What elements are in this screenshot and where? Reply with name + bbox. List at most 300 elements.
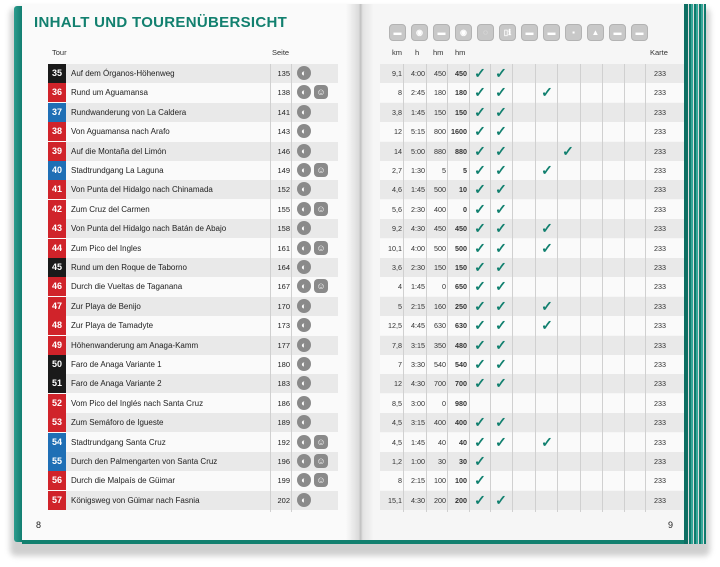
tour-number: 38 <box>48 122 66 141</box>
col-divider <box>645 64 646 512</box>
tour-number: 46 <box>48 277 66 296</box>
table-row <box>0 200 720 219</box>
check-icon: ✓ <box>495 375 507 392</box>
check-icon: ✓ <box>474 123 486 140</box>
tour-descent: 630 <box>455 321 467 331</box>
tour-map: 233 <box>654 340 666 350</box>
tour-descent: 40 <box>459 437 467 447</box>
difficulty-icon: ◐ <box>297 279 311 293</box>
table-row <box>0 180 720 199</box>
tour-km: 12 <box>394 379 402 389</box>
col-divider <box>426 64 427 512</box>
tour-km: 4,5 <box>392 418 402 428</box>
difficulty-icon: ◐ <box>297 493 311 507</box>
tour-page: 170 <box>277 301 290 311</box>
difficulty-icon: ◐ <box>297 338 311 352</box>
tour-km: 5 <box>398 301 402 311</box>
difficulty-icon: ◐ <box>297 376 311 390</box>
check-icon: ✓ <box>495 259 507 275</box>
page-title: INHALT UND TOURENÜBERSICHT <box>34 14 288 31</box>
check-icon: ✓ <box>495 142 507 159</box>
tour-km: 3,8 <box>392 107 402 117</box>
tour-km: 8,5 <box>392 398 402 408</box>
tour-ascent: 5 <box>442 166 446 175</box>
header-hm-down: hm <box>455 48 466 57</box>
header-seite: Seite <box>272 48 290 57</box>
tour-page: 135 <box>277 69 290 78</box>
family-icon: ☺ <box>314 85 328 99</box>
tour-number: 50 <box>48 355 66 374</box>
table-row <box>0 471 720 490</box>
tour-name: Durch den Palmengarten von Santa Cruz <box>71 457 218 466</box>
tour-descent: 180 <box>455 88 467 98</box>
tour-km: 2,7 <box>392 166 402 175</box>
tour-name: Zur Playa de Benijo <box>71 301 141 311</box>
tour-hours: 4:30 <box>411 379 425 389</box>
family-icon: ☺ <box>314 279 328 293</box>
tour-hours: 5:00 <box>411 146 425 156</box>
tour-name: Stadtrundgang Santa Cruz <box>71 437 166 447</box>
table-row <box>0 433 720 452</box>
tour-page: 202 <box>277 495 290 505</box>
tour-ascent: 0 <box>442 282 446 292</box>
table-row <box>0 142 720 161</box>
difficulty-icon: ◐ <box>297 435 311 449</box>
tour-descent: 150 <box>455 263 467 272</box>
tour-hours: 5:15 <box>411 127 425 137</box>
difficulty-icon: ◐ <box>297 182 311 196</box>
tour-name: Von Aguamansa nach Arafo <box>71 127 170 137</box>
tour-map: 233 <box>654 495 666 505</box>
tour-map: 233 <box>654 437 666 447</box>
col-divider <box>403 64 404 512</box>
check-icon: ✓ <box>474 297 486 314</box>
tour-name: Faro de Anaga Variante 2 <box>71 379 162 389</box>
tour-name: Zum Pico del Ingles <box>71 243 142 253</box>
difficulty-icon: ◐ <box>297 144 311 158</box>
tour-number: 56 <box>48 471 66 490</box>
table-row <box>0 219 720 238</box>
tour-hours: 1:45 <box>411 107 425 117</box>
info-icon: ◌ <box>477 24 494 41</box>
difficulty-icon: ◐ <box>297 260 311 274</box>
table-row <box>0 297 720 316</box>
tour-descent: 540 <box>455 360 467 369</box>
tour-descent: 200 <box>455 495 467 505</box>
tour-descent: 450 <box>455 69 467 78</box>
tour-number: 54 <box>48 433 66 452</box>
tour-page: 167 <box>277 282 290 292</box>
tour-number: 55 <box>48 452 66 471</box>
tour-number: 53 <box>48 413 66 432</box>
tour-number: 43 <box>48 219 66 238</box>
tour-ascent: 450 <box>434 69 446 78</box>
check-icon: ✓ <box>474 103 486 120</box>
tour-ascent: 160 <box>434 301 446 311</box>
tour-map: 233 <box>654 263 666 272</box>
tour-hours: 4:45 <box>411 321 425 331</box>
header-karte: Karte <box>650 48 668 57</box>
tour-page: 180 <box>277 360 290 369</box>
parking-icon: ▯ℹ <box>499 24 516 41</box>
tour-name: Zum Semáforo de Igueste <box>71 418 164 428</box>
tour-km: 12 <box>394 127 402 137</box>
tour-map: 233 <box>654 166 666 175</box>
difficulty-icon: ◐ <box>297 202 311 216</box>
tour-map: 233 <box>654 457 666 466</box>
tour-map: 233 <box>654 379 666 389</box>
tour-hours: 4:30 <box>411 495 425 505</box>
tour-number: 35 <box>48 64 66 83</box>
difficulty-icon: ◐ <box>297 396 311 410</box>
tour-km: 9,2 <box>392 224 402 234</box>
tour-map: 233 <box>654 224 666 234</box>
tour-number: 48 <box>48 316 66 335</box>
tour-hours: 4:00 <box>411 69 425 78</box>
tour-map: 233 <box>654 321 666 331</box>
tour-number: 44 <box>48 239 66 258</box>
check-icon: ✓ <box>495 491 507 508</box>
tour-page: 149 <box>277 166 290 175</box>
tour-number: 52 <box>48 394 66 413</box>
tour-name: Von Punta del Hidalgo nach Chinamada <box>71 185 213 195</box>
check-icon: ✓ <box>541 317 553 334</box>
tour-name: Durch die Malpaís de Güimar <box>71 476 176 486</box>
tour-name: Vom Pico del Inglés nach Santa Cruz <box>71 398 204 408</box>
difficulty-icon: ◐ <box>297 241 311 255</box>
tour-ascent: 630 <box>434 321 446 331</box>
table-row <box>0 491 720 510</box>
table-row <box>0 161 720 180</box>
tour-km: 10,1 <box>388 243 402 253</box>
tour-page: 146 <box>277 146 290 156</box>
tour-map: 233 <box>654 146 666 156</box>
sun-icon: ◉ <box>455 24 472 41</box>
check-icon: ✓ <box>474 278 486 295</box>
tour-page: 177 <box>277 340 290 350</box>
tour-hours: 1:30 <box>411 166 425 175</box>
tour-number: 41 <box>48 180 66 199</box>
col-divider <box>535 64 536 512</box>
tour-map: 233 <box>654 360 666 369</box>
tour-descent: 480 <box>455 340 467 350</box>
tour-km: 8 <box>398 476 402 486</box>
header-hm-up: hm <box>433 48 444 57</box>
family-icon: ☺ <box>314 163 328 177</box>
col-divider <box>270 64 271 512</box>
tour-number: 45 <box>48 258 66 277</box>
tour-page: 199 <box>277 476 290 486</box>
tour-map: 233 <box>654 127 666 137</box>
difficulty-icon: ◐ <box>297 124 311 138</box>
check-icon: ✓ <box>474 356 486 372</box>
tour-page: 143 <box>277 127 290 137</box>
check-icon: ✓ <box>541 239 553 256</box>
tour-number: 49 <box>48 336 66 355</box>
tour-name: Zur Playa de Tamadyte <box>71 321 154 331</box>
col-divider <box>624 64 625 512</box>
check-icon: ✓ <box>495 84 507 101</box>
tour-km: 4 <box>398 282 402 292</box>
difficulty-icon: ◐ <box>297 357 311 371</box>
tour-ascent: 800 <box>434 127 446 137</box>
tour-hours: 3:15 <box>411 418 425 428</box>
tour-hours: 3:30 <box>411 360 425 369</box>
family-icon: ☺ <box>314 241 328 255</box>
table-row <box>0 122 720 141</box>
tour-name: Rund um den Roque de Taborno <box>71 263 187 272</box>
check-icon: ✓ <box>495 297 507 314</box>
difficulty-icon: ◐ <box>297 66 311 80</box>
check-icon: ✓ <box>474 336 486 353</box>
page-number-left: 8 <box>36 520 42 530</box>
family-icon: ☺ <box>314 202 328 216</box>
tour-hours: 3:00 <box>411 398 425 408</box>
tour-hours: 2:30 <box>411 204 425 214</box>
check-icon: ✓ <box>495 317 507 334</box>
tour-descent: 450 <box>455 224 467 234</box>
tour-map: 233 <box>654 107 666 117</box>
tour-number: 36 <box>48 83 66 102</box>
check-icon: ✓ <box>474 433 486 450</box>
tour-number: 40 <box>48 161 66 180</box>
header-tour: Tour <box>52 48 67 57</box>
tour-descent: 400 <box>455 418 467 428</box>
tour-km: 4,6 <box>392 185 402 195</box>
tour-map: 233 <box>654 398 666 408</box>
col-divider <box>469 64 470 512</box>
tour-descent: 250 <box>455 301 467 311</box>
bus-icon: ▬ <box>389 24 406 41</box>
tour-hours: 2:15 <box>411 301 425 311</box>
tour-number: 42 <box>48 200 66 219</box>
check-icon: ✓ <box>474 414 486 431</box>
tour-number: 47 <box>48 297 66 316</box>
check-icon: ✓ <box>474 239 486 256</box>
check-icon: ✓ <box>474 181 486 198</box>
tour-name: Rund um Aguamansa <box>71 88 148 98</box>
tour-page: 138 <box>277 88 290 98</box>
tour-ascent: 500 <box>434 243 446 253</box>
tour-map: 233 <box>654 301 666 311</box>
tour-ascent: 350 <box>434 340 446 350</box>
tour-name: Königsweg von Güimar nach Fasnia <box>71 495 200 505</box>
tour-page: 152 <box>277 185 290 195</box>
family-icon: ☺ <box>314 435 328 449</box>
tour-page: 183 <box>277 379 290 389</box>
check-icon: ✓ <box>541 220 553 237</box>
col-divider <box>580 64 581 512</box>
swim-icon: ▬ <box>521 24 538 41</box>
tour-hours: 4:30 <box>411 224 425 234</box>
check-icon: ✓ <box>474 200 486 217</box>
tour-descent: 500 <box>455 243 467 253</box>
tour-descent: 100 <box>455 476 467 486</box>
check-icon: ✓ <box>495 123 507 140</box>
tour-ascent: 540 <box>434 360 446 369</box>
difficulty-icon: ◐ <box>297 105 311 119</box>
table-row <box>0 413 720 432</box>
check-icon: ✓ <box>474 84 486 101</box>
check-icon: ✓ <box>541 433 553 450</box>
tour-map: 233 <box>654 204 666 214</box>
check-icon: ✓ <box>495 162 507 178</box>
tour-km: 3,6 <box>392 263 402 272</box>
tour-ascent: 0 <box>442 398 446 408</box>
table-row <box>0 336 720 355</box>
tour-hours: 3:15 <box>411 340 425 350</box>
tour-km: 7,8 <box>392 340 402 350</box>
peak-icon: ▪ <box>565 24 582 41</box>
table-row <box>0 374 720 393</box>
tour-name: Auf die Montaña del Limón <box>71 146 167 156</box>
check-icon: ✓ <box>495 356 507 372</box>
col-divider <box>557 64 558 512</box>
difficulty-icon: ◐ <box>297 163 311 177</box>
check-icon: ✓ <box>495 336 507 353</box>
tour-descent: 5 <box>463 166 467 175</box>
table-row <box>0 316 720 335</box>
tour-name: Zum Cruz del Carmen <box>71 204 150 214</box>
tour-descent: 30 <box>459 457 467 466</box>
tour-km: 5,6 <box>392 204 402 214</box>
tour-map: 233 <box>654 69 666 78</box>
tour-map: 233 <box>654 88 666 98</box>
col-divider <box>291 64 292 512</box>
tour-ascent: 150 <box>434 107 446 117</box>
table-row <box>0 277 720 296</box>
col-divider <box>447 64 448 512</box>
tour-page: 192 <box>277 437 290 447</box>
check-icon: ✓ <box>474 65 486 81</box>
tour-ascent: 30 <box>438 457 446 466</box>
tour-hours: 2:45 <box>411 88 425 98</box>
tour-number: 37 <box>48 103 66 122</box>
tour-page: 186 <box>277 398 290 408</box>
tour-descent: 650 <box>455 282 467 292</box>
tour-name: Auf dem Órganos-Höhenweg <box>71 69 175 78</box>
tour-name: Faro de Anaga Variante 1 <box>71 360 162 369</box>
check-icon: ✓ <box>474 375 486 392</box>
col-divider <box>512 64 513 512</box>
tour-descent: 880 <box>455 146 467 156</box>
tour-page: 158 <box>277 224 290 234</box>
difficulty-icon: ◐ <box>297 299 311 313</box>
tour-descent: 150 <box>455 107 467 117</box>
tour-map: 233 <box>654 185 666 195</box>
family-icon: ☺ <box>314 454 328 468</box>
check-icon: ✓ <box>541 297 553 314</box>
difficulty-icon: ◐ <box>297 221 311 235</box>
table-row <box>0 83 720 102</box>
tour-page: 141 <box>277 107 290 117</box>
tour-ascent: 450 <box>434 224 446 234</box>
difficulty-icon: ◐ <box>297 85 311 99</box>
tour-hours: 1:45 <box>411 437 425 447</box>
gondola-icon: ▬ <box>609 24 626 41</box>
check-icon: ✓ <box>495 220 507 237</box>
tour-ascent: 880 <box>434 146 446 156</box>
tour-km: 4,5 <box>392 437 402 447</box>
check-icon: ✓ <box>495 278 507 295</box>
tour-number: 57 <box>48 491 66 510</box>
check-icon: ✓ <box>474 220 486 237</box>
bus-stop-icon: ▬ <box>631 24 648 41</box>
tour-page: 173 <box>277 321 290 331</box>
tour-ascent: 40 <box>438 437 446 447</box>
check-icon: ✓ <box>474 472 486 489</box>
tour-km: 1,2 <box>392 457 402 466</box>
exit-icon: ▬ <box>543 24 560 41</box>
tour-page: 155 <box>277 204 290 214</box>
tour-number: 39 <box>48 142 66 161</box>
tour-name: Rundwanderung von La Caldera <box>71 107 187 117</box>
tour-descent: 980 <box>455 398 467 408</box>
check-icon: ✓ <box>474 317 486 334</box>
header-h: h <box>415 48 420 57</box>
table-row <box>0 452 720 471</box>
tour-hours: 2:30 <box>411 263 425 272</box>
tour-hours: 1:45 <box>411 282 425 292</box>
tour-ascent: 100 <box>434 476 446 486</box>
page-number-right: 9 <box>668 520 674 530</box>
tour-name: Durch die Vueltas de Taganana <box>71 282 183 292</box>
check-icon: ✓ <box>474 491 486 508</box>
table-row <box>0 394 720 413</box>
car-icon: ◉ <box>411 24 428 41</box>
check-icon: ✓ <box>562 142 574 159</box>
col-divider <box>490 64 491 512</box>
check-icon: ✓ <box>474 142 486 159</box>
check-icon: ✓ <box>541 162 553 178</box>
check-icon: ✓ <box>495 200 507 217</box>
table-row <box>0 239 720 258</box>
check-icon: ✓ <box>495 239 507 256</box>
check-icon: ✓ <box>495 433 507 450</box>
tour-ascent: 200 <box>434 495 446 505</box>
tour-map: 233 <box>654 282 666 292</box>
tour-km: 7 <box>398 360 402 369</box>
tour-page: 161 <box>277 243 290 253</box>
tour-km: 15,1 <box>388 495 402 505</box>
tour-km: 9,1 <box>392 69 402 78</box>
bottom-band <box>22 540 684 544</box>
tour-page: 164 <box>277 263 290 272</box>
difficulty-icon: ◐ <box>297 415 311 429</box>
check-icon: ✓ <box>495 65 507 81</box>
tour-km: 14 <box>394 146 402 156</box>
header-km: km <box>392 48 402 57</box>
tour-ascent: 500 <box>434 185 446 195</box>
tour-map: 233 <box>654 418 666 428</box>
tour-map: 233 <box>654 476 666 486</box>
check-icon: ✓ <box>495 414 507 431</box>
tour-descent: 10 <box>459 185 467 195</box>
table-row <box>0 64 720 83</box>
tour-ascent: 400 <box>434 204 446 214</box>
check-icon: ✓ <box>495 103 507 120</box>
col-divider <box>602 64 603 512</box>
tour-hours: 4:00 <box>411 243 425 253</box>
table-row <box>0 258 720 277</box>
check-icon: ✓ <box>474 453 486 469</box>
difficulty-icon: ◐ <box>297 454 311 468</box>
tour-hours: 1:45 <box>411 185 425 195</box>
check-icon: ✓ <box>474 259 486 275</box>
difficulty-icon: ◐ <box>297 318 311 332</box>
check-icon: ✓ <box>474 162 486 178</box>
tour-name: Stadtrundgang La Laguna <box>71 166 164 175</box>
